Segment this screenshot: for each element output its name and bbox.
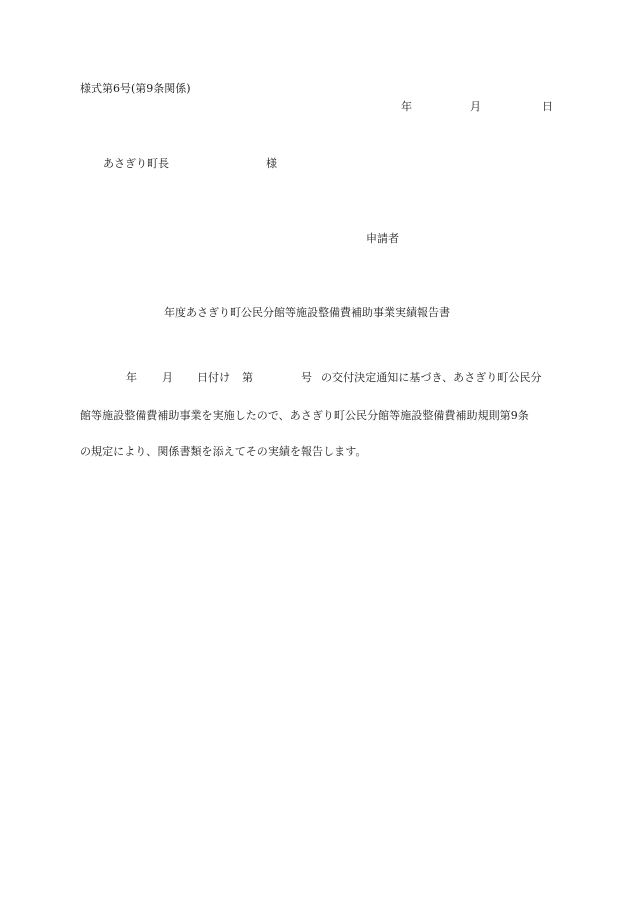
body-month-label: 月 [162, 371, 174, 384]
date-day-label: 日 [542, 100, 553, 113]
body-number-suffix: 号 [301, 371, 313, 384]
body-number-prefix: 第 [242, 371, 254, 384]
form-number: 様式第6号(第9条関係) [80, 82, 191, 95]
body-line-2: 館等施設整備費補助事業を実施したので、あさぎり町公民分館等施設整備費補助規則第9条 [80, 409, 529, 422]
document-title: 年度あさぎり町公民分館等施設整備費補助事業実績報告書 [164, 306, 450, 319]
body-line-3: の規定により、関係書類を添えてその実績を報告します。 [80, 445, 367, 458]
applicant-label: 申請者 [366, 232, 399, 245]
body-line-1-text: の交付決定通知に基づき、あさぎり町公民分 [321, 371, 542, 384]
addressee-name: あさぎり町長 [103, 157, 169, 170]
addressee-honorific: 様 [266, 157, 277, 170]
body-year-label: 年 [126, 371, 138, 384]
body-dated-label: 日付け [197, 371, 231, 384]
date-month-label: 月 [470, 100, 481, 113]
date-year-label: 年 [401, 100, 412, 113]
